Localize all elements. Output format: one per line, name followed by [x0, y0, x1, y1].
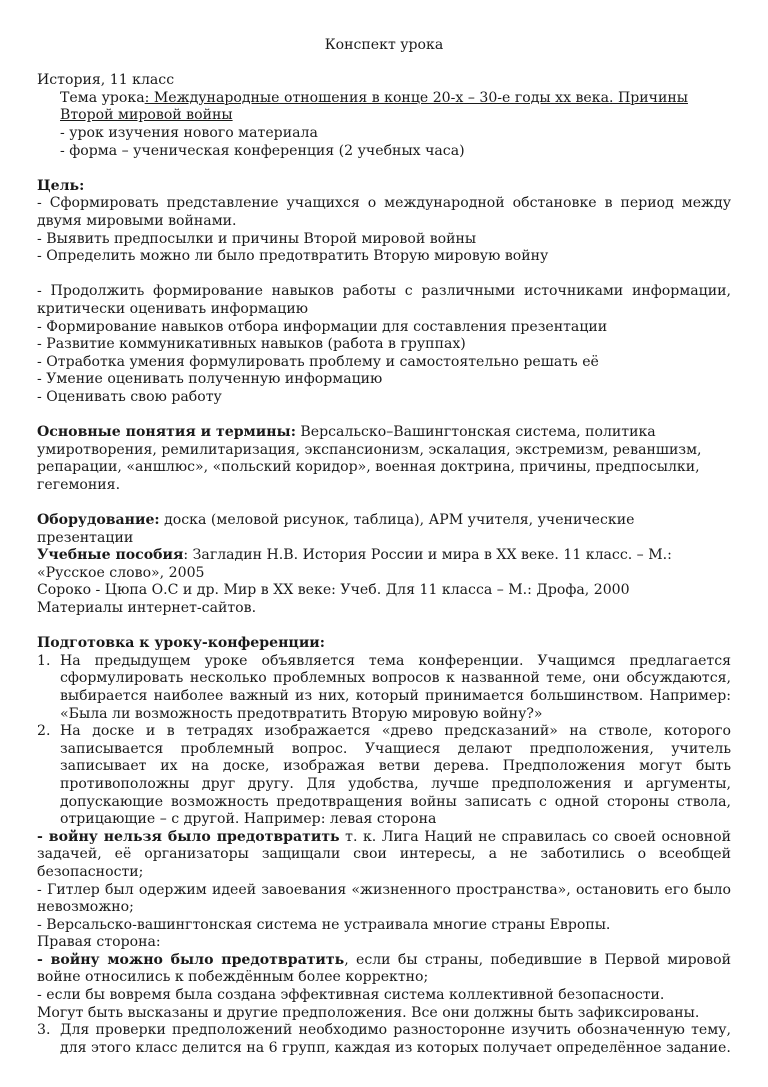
terms-label: Основные понятия и термины: [37, 424, 296, 441]
left-side-first [37, 829, 731, 882]
right-side-reason: , если бы страны, победившие в Первой мировой войне относились к побеждённым более корректно; [37, 951, 731, 986]
left-side-third: - Версальско-вашингтонская система не устраивала многие страны Европы. [37, 916, 611, 933]
item-number: 3. [37, 1022, 51, 1039]
right-side-second: - если бы вовремя была создана эффективная система коллективной безопасности. [37, 987, 665, 1004]
left-side-reason: т. к. Лига Наций не справилась со своей основной задачей, её организаторы защищали свои интересы, а не заботились о всеобщей безопасности; [37, 828, 731, 880]
item-text: На доске и в тетрадях изображается «древо предсказаний» на стволе, которого записывается проблемный вопрос. Учащиеся делают предположения, учитель записывает их на доске, изображая ветви дерева. Предположения могут быть противоположны друг другу. Для удобства, лучше предположения и аргументы, допускающие возможность предотвращения войны записать с одной стороны ствола, отрицающие – с другой. Например: левая сторона [60, 723, 731, 828]
document-page [37, 37, 731, 1057]
textbook-second: Сороко - Цюпа О.С и др. Мир в XX веке: Учеб. Для 11 класса – М.: Дрофа, 2000 [37, 582, 630, 599]
other-assumptions: Могут быть высказаны и другие предположения. Все они должны быть зафиксированы. [37, 1004, 700, 1021]
goal-item: - Определить можно ли было предотвратить Вторую мировую войну [37, 248, 549, 265]
skill-item: - Продолжить формирование навыков работы с различными источниками информации, критически оценивать информацию [37, 283, 731, 317]
goals-heading: Цель: [37, 177, 85, 194]
internet-materials: Материалы интернет-сайтов. [37, 600, 257, 616]
topic-label: Тема урока [60, 89, 145, 106]
equipment-text: доска (меловой рисунок, таблица), АРМ учителя, ученические презентации [37, 512, 635, 546]
left-side-claim: - войну нельзя было предотвратить [37, 828, 340, 845]
goal-item: - Выявить предпосылки и причины Второй мировой войны [37, 230, 477, 247]
item-number: 1. [37, 652, 51, 669]
lesson-type: - урок изучения нового материала [60, 124, 318, 141]
list-item [37, 1022, 731, 1057]
prep-list [37, 653, 731, 829]
skill-item: - Развитие коммуникативных навыков (работа в группах) [37, 336, 466, 353]
item-text: На предыдущем уроке объявляется тема конференции. Учащимся предлагается сформулировать несколько проблемных вопросов к названной теме, они обсуждаются, выбирается наиболее важный из них, который принимается большинством. Например: «Была ли возможность предотвратить Вторую мировую войну?» [60, 652, 731, 722]
skill-item: - Отработка умения формулировать проблему и самостоятельно решать её [37, 353, 599, 370]
topic-text: : Международные отношения в конце 20-х – 30-е годы хх века. Причины Второй мировой войны [60, 89, 688, 124]
item-number: 2. [37, 723, 51, 740]
skill-item: - Формирование навыков отбора информации для составления презентации [37, 318, 608, 335]
document-title: Конспект урока [324, 37, 444, 53]
textbooks-paragraph [37, 547, 731, 582]
terms-text: Версальско–Вашингтонская система, политика умиротворения, ремилитаризация, экспансионизм, эскалация, экстремизм, реваншизм, репарации, «аншлюс», «польский коридор», военная доктрина, причины, предпосылки, гегемония. [37, 424, 702, 493]
left-side-second: - Гитлер был одержим идеей завоевания «жизненного пространства», остановить его было невозможно; [37, 881, 731, 916]
equipment-paragraph [37, 512, 731, 547]
textbooks-text: : Загладин Н.В. История России и мира в XX веке. 11 класс. – М.: «Русское слово», 2005 [37, 547, 672, 581]
topic-line [37, 90, 731, 125]
equipment-label: Оборудование: [37, 512, 160, 529]
prep-heading: Подготовка к уроку-конференции: [37, 635, 325, 652]
subject-line: История, 11 класс [37, 72, 175, 89]
right-side-first [37, 952, 731, 987]
textbooks-label: Учебные пособия [37, 547, 184, 564]
goal-item: - Сформировать представление учащихся о международной обстановке в период между двумя мировыми войнами. [37, 195, 731, 229]
right-side-claim: - войну можно было предотвратить [37, 951, 345, 968]
list-item [37, 653, 731, 723]
lesson-form: - форма – ученическая конференция (2 учебных часа) [60, 142, 465, 159]
item-text: Для проверки предположений необходимо разносторонне изучить обозначенную тему, для этого класс делится на 6 групп, каждая из которых получает определённое задание. [60, 1022, 731, 1056]
skill-item: - Оценивать свою работу [37, 388, 222, 405]
skill-item: - Умение оценивать полученную информацию [37, 371, 383, 388]
prep-list-continued [37, 1022, 731, 1057]
right-side-label: Правая сторона: [37, 934, 161, 951]
list-item [37, 723, 731, 829]
terms-paragraph [37, 424, 731, 494]
